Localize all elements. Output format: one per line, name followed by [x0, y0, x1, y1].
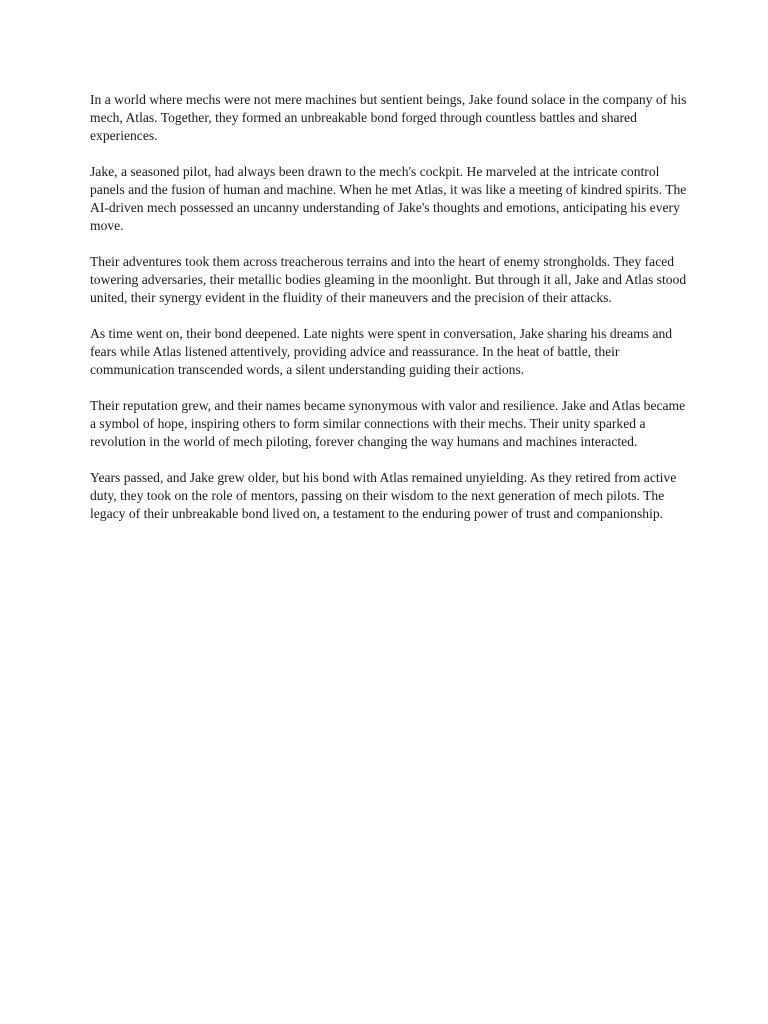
paragraph-6: Years passed, and Jake grew older, but his bond with Atlas remained unyielding. As they retired from active duty, they took on the role of mentors, passing on their wisdom to the next generation of mech pilots. The legacy of their unbreakable bond lived on, a testament to the enduring power of trust and companionship.: [90, 470, 677, 521]
paragraph-2: Jake, a seasoned pilot, had always been drawn to the mech's cockpit. He marveled at the intricate control panels and the fusion of human and machine. When he met Atlas, it was like a meeting of kindred spirits. The AI-driven mech possessed an uncanny understanding of Jake's thoughts and emotions, anticipating his every move.: [90, 164, 687, 233]
paragraph-1: In a world where mechs were not mere machines but sentient beings, Jake found solace in the company of his mech, Atlas. Together, they formed an unbreakable bond forged through countless battles and shared experiences.: [90, 92, 687, 143]
paragraph-5: Their reputation grew, and their names became synonymous with valor and resilience. Jake and Atlas became a symbol of hope, inspiring others to form similar connections with their mechs. Their unity sparked a revolution in the world of mech piloting, forever changing the way humans and machines interacted.: [90, 398, 686, 449]
paragraph-3: Their adventures took them across treacherous terrains and into the heart of enemy strongholds. They faced towering adversaries, their metallic bodies gleaming in the moonlight. But through it all, Jake and Atlas stood united, their synergy evident in the fluidity of their maneuvers and the precision of their attacks.: [90, 254, 687, 305]
paragraph-4: As time went on, their bond deepened. Late nights were spent in conversation, Jake sharing his dreams and fears while Atlas listened attentively, providing advice and reassurance. In the heat of battle, their communication transcended words, a silent understanding guiding their actions.: [90, 326, 673, 377]
story-body: [90, 91, 690, 541]
